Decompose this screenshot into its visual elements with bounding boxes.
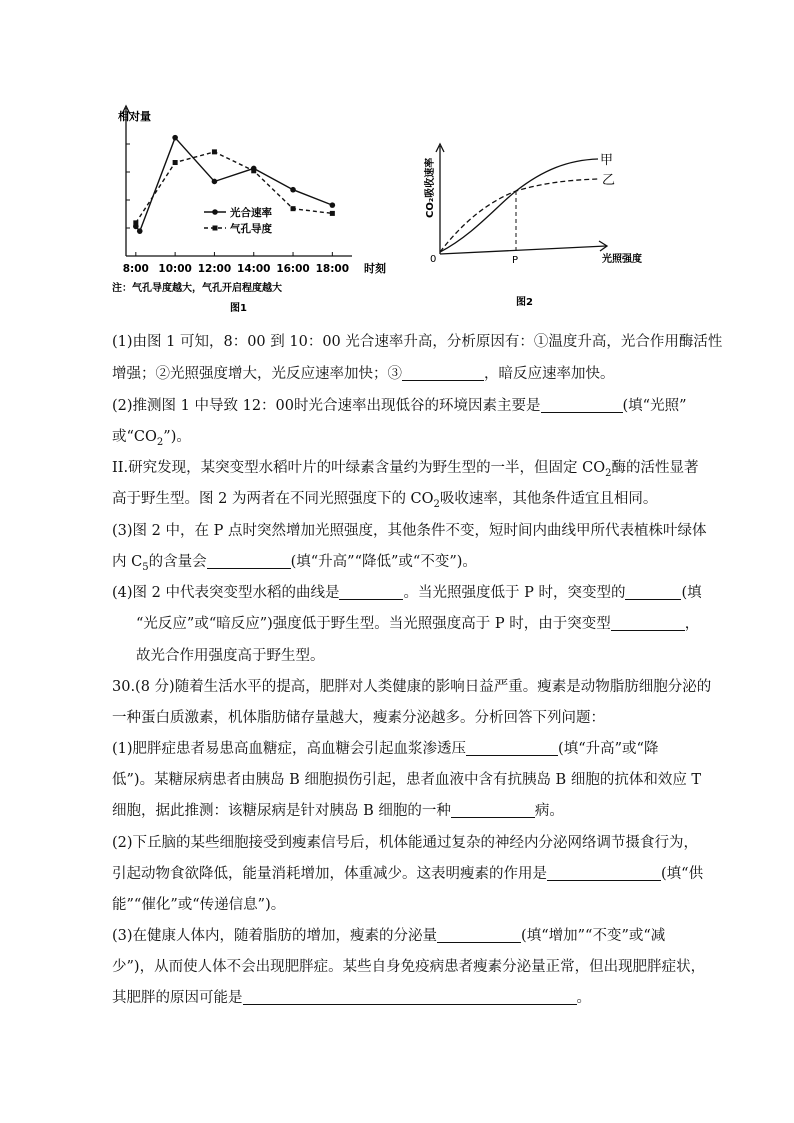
- q4-line-1: (4)图 2 中代表突变型水稻的曲线是 。当光照强度低于 P 时，突变型的 (填: [112, 585, 702, 601]
- q4-line-2: “光反应”或“暗反应”)强度低于野生型。当光照强度高于 P 时，由于突变型 ，: [136, 616, 700, 632]
- answer-blank-s2[interactable]: [547, 865, 661, 881]
- figure-2-line-chart: [418, 140, 658, 310]
- figure-1-point-photosynthesis: [137, 228, 143, 234]
- figure-1-point-photosynthesis: [212, 179, 218, 185]
- q30-s1-line-2: 低”)。某糖尿病患者由胰岛 B 细胞损伤引起，患者血液中含有抗胰岛 B 细胞的抗体和效应 T: [112, 772, 702, 788]
- figure-1-y-axis-label: 相对量: [118, 110, 151, 123]
- answer-blank-q4-reaction[interactable]: [625, 584, 681, 600]
- answer-blank-q2[interactable]: [541, 397, 623, 413]
- figure-1-x-axis-label: 时刻: [364, 262, 386, 275]
- figure-1-x-tick-label: 14:00: [237, 263, 271, 275]
- q30-s3-line-3: 其肥胖的原因可能是 。: [112, 990, 591, 1006]
- q30-s1-line-1: (1)肥胖症患者易患高血糖症，高血糖会引起血浆渗透压 (填“升高”或“降: [112, 741, 659, 757]
- q3-line-1: (3)图 2 中，在 P 点时突然增加光照强度，其他条件不变，短时间内曲线甲所代表植株叶绿体: [112, 523, 707, 539]
- answer-blank-s1-osmotic[interactable]: [466, 740, 558, 756]
- figure-1-note: 注：气孔导度越大，气孔开启程度越大: [112, 283, 282, 294]
- figure-2-x-axis: [440, 246, 606, 254]
- figure-1-point-stomatal: [251, 168, 256, 173]
- q30-s1-line-3: 细胞，据此推测：该糖尿病是针对胰岛 B 细胞的一种 病。: [112, 803, 564, 819]
- figure-1-x-tick-label: 12:00: [197, 263, 232, 275]
- figure-1-x-tick-label: 10:00: [158, 263, 192, 275]
- q1-line-1: (1)由图 1 可知，8：00 到 10：00 光合速率升高，分析原因有：①温度升高，光合作用酶活性: [112, 334, 723, 350]
- figure-1-point-photosynthesis: [172, 135, 178, 141]
- figure-1-point-stomatal: [133, 220, 138, 225]
- q30-line-1: 30.(8 分)随着生活水平的提高，肥胖对人类健康的影响日益严重。瘦素是动物脂肪细胞分泌的: [112, 679, 712, 695]
- answer-blank-q3[interactable]: [207, 553, 291, 569]
- figure-2-label-yi: 乙: [602, 173, 616, 188]
- figure-1-point-stomatal: [330, 211, 335, 216]
- legend-stomatal-conductance: 气孔导度: [230, 223, 272, 235]
- figure-2-series-jia: [440, 159, 598, 252]
- figure-1-series: [133, 135, 335, 234]
- figure-1-line-chart: [100, 100, 390, 320]
- q30-s2-line-1: (2)下丘脑的某些细胞接受到瘦素信号后，机体能通过复杂的神经内分泌网络调节摄食行为，: [112, 835, 699, 851]
- figure-2-y-axis-label: CO₂吸收速率: [425, 157, 436, 218]
- figure-1-point-photosynthesis: [330, 202, 336, 208]
- q2-line-2: 或“$CO_2$”)。: [112, 429, 191, 448]
- figure-1-point-stomatal: [212, 149, 217, 154]
- q4-line-3: 故光合作用强度高于野生型。: [136, 648, 325, 664]
- answer-blank-q4-curve[interactable]: [339, 584, 403, 600]
- q3-line-2: 内 $C_5$的含量会 (填“升高”“降低”或“不变”)。: [112, 554, 477, 573]
- figure-1-x-tick-label: 8:00: [122, 263, 149, 275]
- q30-line-2: 一种蛋白质激素，机体脂肪储存量越大，瘦素分泌越多。分析回答下列问题：: [112, 710, 605, 726]
- q1-line-2: 增强；②光照强度增大，光反应速率加快；③ ，暗反应速率加快。: [112, 366, 615, 382]
- part-ii-line-1: II.研究发现，某突变型水稻叶片的叶绿素含量约为野生型的一半，但固定 $CO_2$酶的活性显著: [112, 460, 699, 479]
- q30-s2-line-3: 能”“催化”或“传递信息”)。: [112, 897, 286, 913]
- figure-1-point-photosynthesis: [290, 187, 296, 193]
- figure-2-series-yi: [440, 179, 598, 252]
- part-ii-line-2: 高于野生型。图 2 为两者在不同光照强度下的 $CO_2$吸收速率，其他条件适宜且相同。: [112, 491, 658, 510]
- q30-s2-line-2: 引起动物食欲降低，能量消耗增加，体重减少。这表明瘦素的作用是 (填“供: [112, 866, 704, 882]
- answer-blank-s3-amount[interactable]: [437, 927, 521, 943]
- answer-blank-s1-disease[interactable]: [451, 802, 535, 818]
- figure-1-x-tick-label: 18:00: [315, 263, 350, 275]
- figure-1-x-tick-label: 16:00: [276, 263, 310, 275]
- legend-photosynthesis-rate: 光合速率: [230, 207, 272, 219]
- figure-2-caption: 图2: [516, 297, 533, 308]
- figure-2-x-axis-label: 光照强度: [602, 254, 642, 265]
- q2-line-1: (2)推测图 1 中导致 12：00时光合速率出现低谷的环境因素主要是 (填“光照”: [112, 398, 687, 414]
- figure-1-caption: 图1: [230, 303, 247, 314]
- figure-2-p-label: P: [512, 255, 519, 266]
- answer-blank-s3-reason[interactable]: [243, 989, 577, 1005]
- q30-s3-line-1: (3)在健康人体内，随着脂肪的增加，瘦素的分泌量 (填“增加”“不变”或“减: [112, 928, 666, 944]
- figure-2-origin-label: 0: [430, 254, 437, 265]
- figure-1-point-stomatal: [291, 206, 296, 211]
- figure-2-label-jia: 甲: [600, 153, 614, 168]
- answer-blank-q1[interactable]: [402, 365, 484, 381]
- q30-s3-line-2: 少”)，从而使人体不会出现肥胖症。某些自身免疫病患者瘦素分泌量正常，但出现肥胖症状，: [112, 959, 706, 975]
- answer-blank-q4-reason[interactable]: [611, 615, 685, 631]
- figure-1-point-stomatal: [173, 160, 178, 165]
- figure-1-legend: [204, 206, 272, 235]
